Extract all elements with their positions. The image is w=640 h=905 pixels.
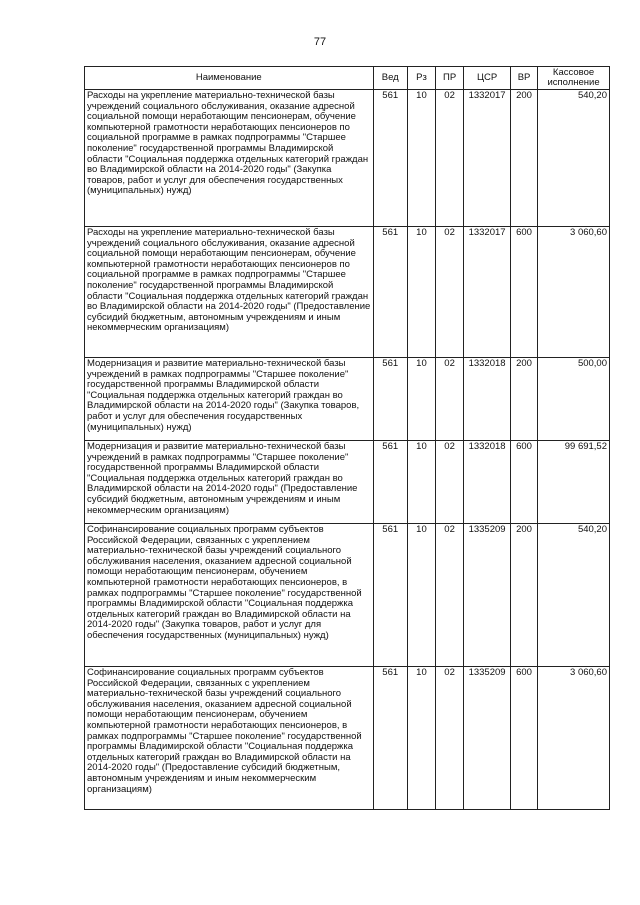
- table-row: [85, 90, 610, 227]
- page-number: 77: [313, 36, 327, 48]
- row-name: Модернизация и развитие материально-технической базы учреждений в рамках подпрограммы "Старшее поколение" государственной программы Владимирской области "Социальная поддержка отдельных категорий граждан во Владимирской области на 2014-2020 годы" (Закупка товаров, работ и услуг для обеспечения государственных (муниципальных) нужд): [85, 358, 374, 441]
- table-header-row: [85, 67, 610, 90]
- row-amount: 540,20: [538, 524, 610, 667]
- row-pr: 02: [436, 358, 464, 441]
- row-pr: 02: [436, 227, 464, 358]
- row-amount: 3 060,60: [538, 227, 610, 358]
- row-vr: 600: [511, 667, 538, 810]
- row-name: Софинансирование социальных программ субъектов Российской Федерации, связанных с укреплением материально-технической базы учреждений социального обслуживания населения, оказанием адресной социальной помощи неработающим пенсионерам, обучением компьютерной грамотности неработающих пенсионеров, в рамках подпрограммы "Старшее поколение" государственной программы Владимирской области "Социальная поддержка отдельных категорий граждан во Владимирской области на 2014-2020 годы" (Предоставление субсидий бюджетным, автономным учреждениям и иным некоммерческим организациям): [85, 667, 374, 810]
- row-csr: 1332018: [464, 441, 511, 524]
- budget-execution-table: [84, 66, 610, 810]
- header-rz: Рз: [407, 67, 435, 90]
- row-name: Расходы на укрепление материально-технической базы учреждений социального обслуживания, оказание адресной социальной помощи неработающим пенсионерам, обучение компьютерной грамотности неработающих пенсионеров по социальной программе в рамках подпрограммы "Старшее поколение" государственной программы Владимирской области "Социальная поддержка отдельных категорий граждан во Владимирской области на 2014-2020 годы" (Закупка товаров, работ и услуг для обеспечения государственных (муниципальных) нужд): [85, 90, 374, 227]
- row-amount: 540,20: [538, 90, 610, 227]
- table-row: [85, 227, 610, 358]
- header-ved: Вед: [373, 67, 407, 90]
- row-pr: 02: [436, 90, 464, 227]
- row-ved: 561: [373, 524, 407, 667]
- table-row: [85, 524, 610, 667]
- header-csr: ЦСР: [464, 67, 511, 90]
- row-csr: 1332017: [464, 90, 511, 227]
- row-amount: 3 060,60: [538, 667, 610, 810]
- header-pr: ПР: [436, 67, 464, 90]
- row-rz: 10: [407, 524, 435, 667]
- row-pr: 02: [436, 524, 464, 667]
- row-vr: 200: [511, 524, 538, 667]
- row-vr: 200: [511, 358, 538, 441]
- row-vr: 600: [511, 441, 538, 524]
- row-ved: 561: [373, 227, 407, 358]
- row-pr: 02: [436, 441, 464, 524]
- row-amount: 500,00: [538, 358, 610, 441]
- row-ved: 561: [373, 667, 407, 810]
- row-vr: 200: [511, 90, 538, 227]
- row-pr: 02: [436, 667, 464, 810]
- row-csr: 1335209: [464, 667, 511, 810]
- header-vr: ВР: [511, 67, 538, 90]
- row-csr: 1332017: [464, 227, 511, 358]
- table-row: [85, 441, 610, 524]
- row-name: Софинансирование социальных программ субъектов Российской Федерации, связанных с укреплением материально-технической базы учреждений социального обслуживания населения, оказанием адресной социальной помощи неработающим пенсионерам, обучением компьютерной грамотности неработающих пенсионеров, в рамках подпрограммы "Старшее поколение" государственной программы Владимирской области "Социальная поддержка отдельных категорий граждан во Владимирской области на 2014-2020 годы" (Закупка товаров, работ и услуг для обеспечения государственных (муниципальных) нужд): [85, 524, 374, 667]
- row-csr: 1332018: [464, 358, 511, 441]
- row-amount: 99 691,52: [538, 441, 610, 524]
- row-csr: 1335209: [464, 524, 511, 667]
- row-vr: 600: [511, 227, 538, 358]
- row-rz: 10: [407, 667, 435, 810]
- header-name: Наименование: [85, 67, 374, 90]
- row-ved: 561: [373, 441, 407, 524]
- table-row: [85, 667, 610, 810]
- row-ved: 561: [373, 90, 407, 227]
- table-row: [85, 358, 610, 441]
- row-rz: 10: [407, 358, 435, 441]
- header-amount: Кассовое исполнение: [538, 67, 610, 90]
- row-name: Расходы на укрепление материально-технической базы учреждений социального обслуживания, оказание адресной социальной помощи неработающим пенсионерам, обучение компьютерной грамотности неработающих пенсионеров по социальной программе в рамках подпрограммы "Старшее поколение" государственной программы Владимирской области "Социальная поддержка отдельных категорий граждан во Владимирской области на 2014-2020 годы" (Предоставление субсидий бюджетным, автономным учреждениям и иным некоммерческим организациям): [85, 227, 374, 358]
- row-rz: 10: [407, 441, 435, 524]
- row-rz: 10: [407, 227, 435, 358]
- row-name: Модернизация и развитие материально-технической базы учреждений в рамках подпрограммы "Старшее поколение" государственной программы Владимирской области "Социальная поддержка отдельных категорий граждан во Владимирской области на 2014-2020 годы" (Предоставление субсидий бюджетным, автономным учреждениям и иным некоммерческим организациям): [85, 441, 374, 524]
- row-rz: 10: [407, 90, 435, 227]
- row-ved: 561: [373, 358, 407, 441]
